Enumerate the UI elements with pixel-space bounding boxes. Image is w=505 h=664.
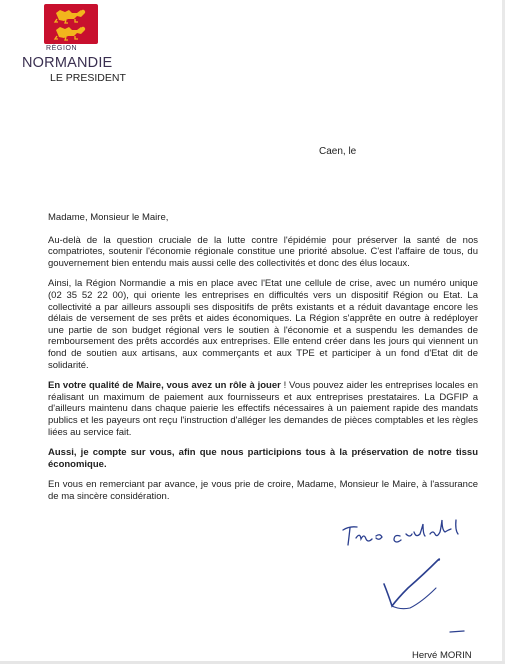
region-name: NORMANDIE xyxy=(22,55,113,71)
paragraph-3-emphasis: En votre qualité de Maire, vous avez un rôle à jouer xyxy=(48,380,281,392)
paragraph-5: En vous en remerciant par avance, je vous prie de croire, Madame, Monsieur le Maire, à l'assurance de ma sincère considération. xyxy=(48,479,478,502)
paragraph-1: Au-delà de la question cruciale de la lutte contre l'épidémie pour préserver la santé de nos compatriotes, soutenir l'économie régionale constitue une priorité absolue. C'est l'affaire de tous, du gouvernement bien entendu mais aussi celle des collectivités et donc des élus locaux. xyxy=(48,234,478,269)
salutation: Madame, Monsieur le Maire, xyxy=(48,212,169,223)
region-normandie-lions-logo xyxy=(44,4,98,44)
paragraph-3 xyxy=(48,380,478,438)
letter-body xyxy=(48,212,478,511)
letterhead-subtitle: LE PRESIDENT xyxy=(50,72,126,84)
signer-name: Hervé MORIN xyxy=(412,650,472,661)
paragraph-2: Ainsi, la Région Normandie a mis en place avec l'Etat une cellule de crise, avec un numéro unique (02 35 52 22 00), qui oriente les entreprises en difficultés vers un dispositif Région ou Etat. La collectivité a par ailleurs assoupli ses dispositifs de prêts existants et a réduit davantage encore les délais de versement de ses prêts et aides économiques. La Région s'apprête en outre à redéployer une partie de son budget régional vers le soutien à l'économie et a suspendu les demandes de remboursement des prêts accordés aux entreprises. Elle entend créer dans les jours qui viennent un fond de soutien aux artisans, aux commerçants et aux TPE et participer à un fond d'Etat dit de solidarité. xyxy=(48,278,478,371)
paragraph-3-text: ! Vous pouvez aider les entreprises locales en réalisant un maximum de paiement aux fournisseurs et aux entreprises prestataires. La DGFIP a d'ailleurs maintenu dans chaque paierie les effectifs nécessaires à un paiement rapide des mandats publics et les payeurs ont reçu l'instruction d'alléger les demandes de pièces comptables et les règles liées au service fait. xyxy=(48,380,479,438)
paragraph-4 xyxy=(48,447,478,470)
paragraph-4-text: Aussi, je compte sur vous, afin que nous participions tous à la préservation de notre tissu économique. xyxy=(48,447,478,470)
place-date: Caen, le xyxy=(319,146,357,157)
region-label: RÉGION xyxy=(46,45,78,52)
handwritten-signature xyxy=(340,512,500,642)
